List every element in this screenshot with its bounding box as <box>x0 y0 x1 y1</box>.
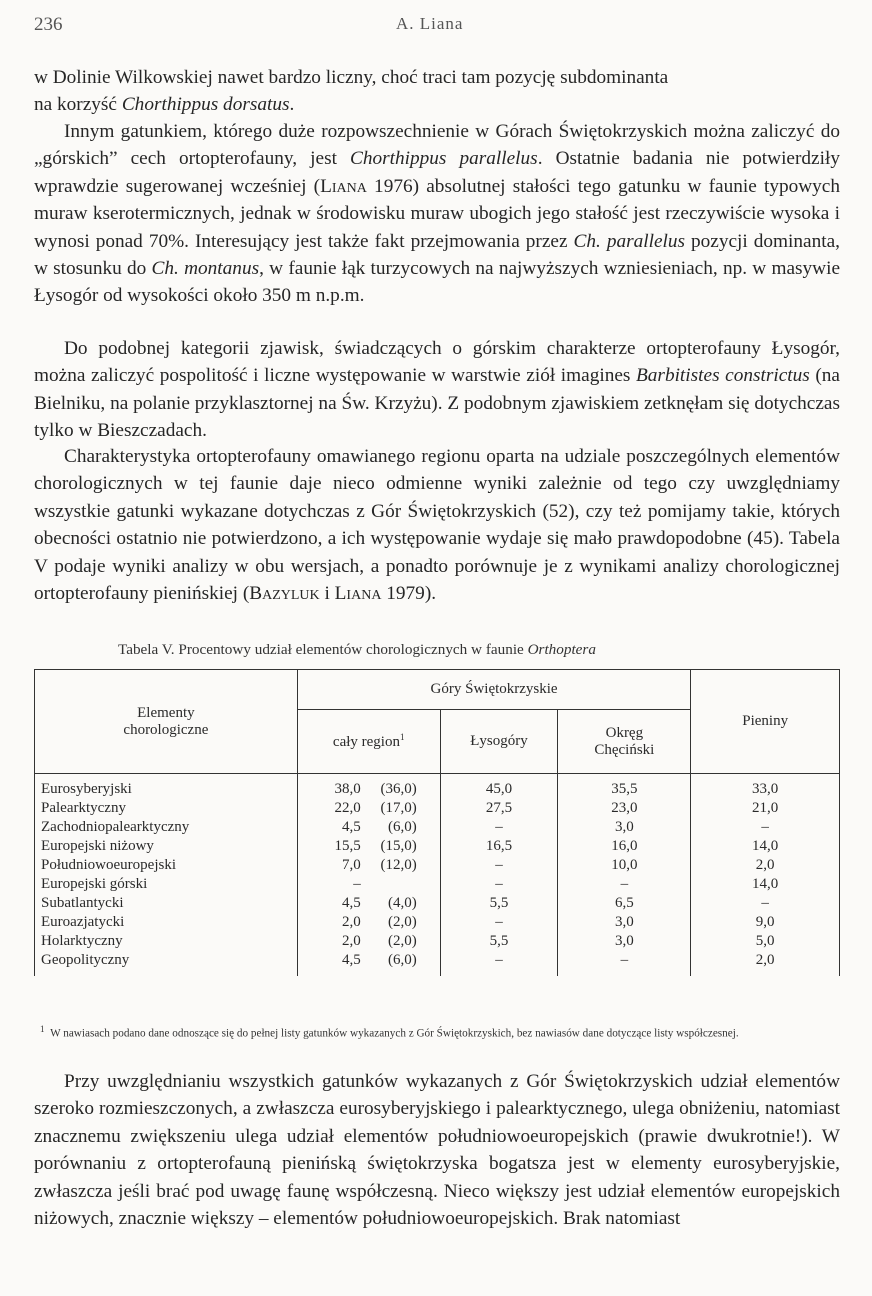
whole-region-cell: 2,0 (2,0) <box>297 932 440 951</box>
species-name: Chorthippus dorsatus <box>121 94 290 116</box>
checiny-cell: – <box>558 951 691 976</box>
page-header <box>34 14 854 40</box>
whole-region-cell: 15,5 (15,0) <box>297 837 440 856</box>
checiny-cell: 10,0 <box>558 856 691 875</box>
lysogory-cell: 5,5 <box>440 894 558 913</box>
checiny-cell: 23,0 <box>558 799 691 818</box>
lysogory-cell: – <box>440 856 558 875</box>
lysogory-cell: – <box>440 951 558 976</box>
para1-line1: w Dolinie Wilkowskiej nawet bardzo liczny, choć traci tam pozycję subdominanta <box>34 67 669 88</box>
whole-region-cell: 4,5 (6,0) <box>297 818 440 837</box>
element-name-cell: Europejski niżowy <box>35 837 298 856</box>
table-caption: Tabela V. Procentowy udział elementów chorologicznych w faunie Orthoptera <box>118 641 596 658</box>
footnote: $^1$ W nawiasach podano dane odnoszące się do pełnej listy gatunków wykazanych z Gór Świętokrzyskich, bez nawiasów dane dotyczące listy współczesnej. <box>40 1024 739 1040</box>
whole-region-cell: 38,0 (36,0) <box>297 774 440 800</box>
pieniny-cell: – <box>691 818 840 837</box>
pieniny-cell: 14,0 <box>691 875 840 894</box>
species-name: Ch. parallelus <box>573 230 686 252</box>
element-name-cell: Południowoeuropejski <box>35 856 298 875</box>
pieniny-cell: 21,0 <box>691 799 840 818</box>
whole-region-cell: 7,0 (12,0) <box>297 856 440 875</box>
element-name-cell: Geopolityczny <box>35 951 298 976</box>
paragraph-1: w Dolinie Wilkowskiej nawet bardzo liczny, choć traci tam pozycję subdominanta na korzyść Chorthippus dorsatus. <box>34 67 669 116</box>
whole-region-cell: 4,5 (6,0) <box>297 951 440 976</box>
lysogory-cell: 27,5 <box>440 799 558 818</box>
pieniny-cell: 33,0 <box>691 774 840 800</box>
chorological-table <box>34 669 840 976</box>
lysogory-cell: 5,5 <box>440 932 558 951</box>
paragraph-5: Przy uwzględnianiu wszystkich gatunków wykazanych z Gór Świętokrzyskich udział elementów szeroko rozmieszczonych, a zwłaszcza eurosyberyjskiego i palearktycznego, ulega obniżeniu, natomiast znacznemu zwiększeniu ulega udział elementów południowoeuropejskich (prawie dwukrotnie!). W porównaniu z ortopterofauną pienińską świętokrzyska bogatsza jest w elementy eurosyberyjskie, zwłaszcza jeśli brać pod uwagę faunę współczesną. Nieco większy jest udział elementów europejskich niżowych, znacznie większy – elementów południowoeuropejskich. Brak natomiast <box>34 1071 840 1230</box>
table-row <box>35 913 840 932</box>
element-name-cell: Palearktyczny <box>35 799 298 818</box>
lysogory-cell: – <box>440 913 558 932</box>
checiny-cell: 16,0 <box>558 837 691 856</box>
table-row <box>35 799 840 818</box>
lysogory-cell: 16,5 <box>440 837 558 856</box>
table-row <box>35 932 840 951</box>
lysogory-cell: 45,0 <box>440 774 558 800</box>
element-name-cell: Europejski górski <box>35 875 298 894</box>
whole-region-cell: 4,5 (4,0) <box>297 894 440 913</box>
checiny-cell: 3,0 <box>558 932 691 951</box>
table-body <box>35 774 840 977</box>
author-name: Liana <box>334 583 382 605</box>
checiny-cell: 3,0 <box>558 818 691 837</box>
lysogory-cell: – <box>440 875 558 894</box>
table-row <box>35 837 840 856</box>
pieniny-cell: – <box>691 894 840 913</box>
table-row <box>35 951 840 976</box>
pieniny-cell: 2,0 <box>691 856 840 875</box>
species-name: Barbitistes constrictus <box>636 365 810 387</box>
pieniny-cell: 14,0 <box>691 837 840 856</box>
checiny-cell: 35,5 <box>558 774 691 800</box>
whole-region-cell: 2,0 (2,0) <box>297 913 440 932</box>
species-name: Ch. montanus <box>151 258 260 280</box>
pieniny-cell: 9,0 <box>691 913 840 932</box>
whole-region-cell: 22,0 (17,0) <box>297 799 440 818</box>
element-name-cell: Holarktyczny <box>35 932 298 951</box>
paragraph-4: Charakterystyka ortopterofauny omawianego regionu oparta na udziale poszczególnych elementów chorologicznych w tej faunie daje nieco odmienne wyniki zależnie od tego czy uwzględniamy wszystkie gatunki wykazane dotychczas z Gór Świętokrzyskich (52), czy też pomijamy takie, których obecności ostatnio nie potwierdzono, a ich występowanie wydaje się mało prawdopodobne (45). Tabela V podaje wyniki analizy w obu wersjach, a ponadto porównuje je z wynikami analizy chorologicznej ortopterofauny pienińskiej (Bazyluk i Liana 1979). <box>34 446 840 605</box>
paragraph-3: Do podobnej kategorii zjawisk, świadczących o górskim charakterze ortopterofauny Łysogór, można zaliczyć pospolitość i liczne występowanie w warstwie ziół imagines Barbitistes constrictus (na Bielniku, na polanie przyklasztornej na Św. Krzyżu). Z podobnym zjawiskiem zetknęłam się dotychczas tylko w Bieszczadach. <box>34 338 840 442</box>
species-name: Chorthippus parallelus <box>350 148 538 170</box>
table-row <box>35 856 840 875</box>
header-elements: Elementy chorologiczne <box>35 670 298 774</box>
element-name-cell: Eurosyberyjski <box>35 774 298 800</box>
table-row <box>35 774 840 800</box>
element-name-cell: Zachodniopalearktyczny <box>35 818 298 837</box>
author-name: Liana <box>320 175 367 197</box>
table-row <box>35 875 840 894</box>
element-name-cell: Subatlantycki <box>35 894 298 913</box>
table-row <box>35 894 840 913</box>
pieniny-cell: 2,0 <box>691 951 840 976</box>
table-row <box>35 818 840 837</box>
header-pieniny: Pieniny <box>691 670 840 774</box>
checiny-cell: – <box>558 875 691 894</box>
header-group: Góry Świętokrzyskie <box>297 670 691 710</box>
checiny-cell: 3,0 <box>558 913 691 932</box>
author-name: Bazyluk <box>249 583 320 605</box>
element-name-cell: Euroazjatycki <box>35 913 298 932</box>
paragraph-2: Innym gatunkiem, którego duże rozpowszechnienie w Górach Świętokrzyskich można zaliczyć do „górskich” cech ortopterofauny, jest Chorthippus parallelus. Ostatnie badania nie potwierdziły wprawdzie sugerowanej wcześniej (Liana 1976) absolutnej stałości tego gatunku w faunie typowych muraw kserotermicznych, jednak w środowisku muraw ubogich jego stałość jest rzeczywiście wysoka i wynosi ponad 70%. Interesujący jest także fakt przejmowania przez Ch. parallelus pozycji dominanta, w stosunku do Ch. montanus, w faunie łąk turzycowych na najwyższych wzniesieniach, np. w masywie Łysogór od wysokości około 350 m n.p.m. <box>34 121 841 307</box>
lysogory-cell: – <box>440 818 558 837</box>
checiny-cell: 6,5 <box>558 894 691 913</box>
pieniny-cell: 5,0 <box>691 932 840 951</box>
running-head: A. Liana <box>396 14 464 33</box>
header-checiny: Okręg Chęciński <box>558 710 691 774</box>
header-lysogory: Łysogóry <box>440 710 558 774</box>
page-number: 236 <box>34 14 63 35</box>
header-whole-region: cały region$^1$ <box>297 710 440 774</box>
whole-region-cell: – <box>297 875 440 894</box>
